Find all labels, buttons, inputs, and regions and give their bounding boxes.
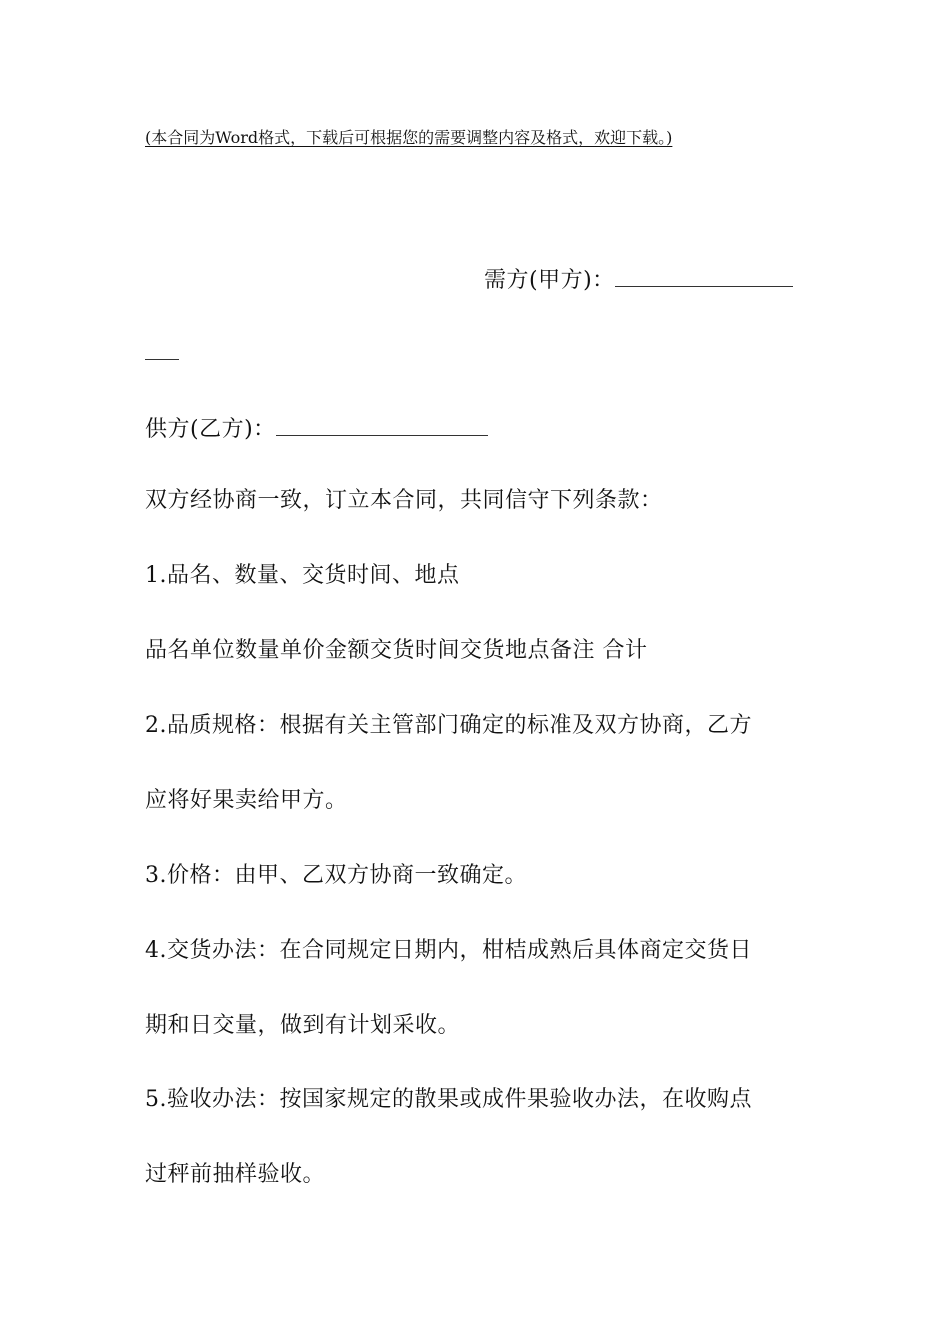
buyer-label: 需方(甲方)： (484, 268, 615, 293)
seller-field (145, 411, 488, 445)
seller-label: 供方(乙方)： (145, 417, 276, 442)
buyer-blank-line (615, 262, 793, 287)
clause-2-line-2: 应将好果卖给甲方。 (145, 788, 348, 813)
clause-1-table-header: 品名单位数量单价金额交货时间交货地点备注 合计 (145, 638, 648, 663)
buyer-blank-line-continuation (145, 359, 179, 360)
clause-5-line-1: 5.验收办法：按国家规定的散果或成件果验收办法，在收购点 (145, 1087, 752, 1112)
seller-blank-line (276, 411, 488, 436)
clause-5-line-2: 过秤前抽样验收。 (145, 1162, 326, 1187)
clause-3: 3.价格：由甲、乙双方协商一致确定。 (145, 863, 527, 888)
clause-2-line-1: 2.品质规格：根据有关主管部门确定的标准及双方协商，乙方 (145, 713, 752, 738)
clause-1-title: 1.品名、数量、交货时间、地点 (145, 563, 460, 588)
intro-text: 双方经协商一致，订立本合同，共同信守下列条款： (145, 488, 663, 513)
clause-4-line-1: 4.交货办法：在合同规定日期内，柑桔成熟后具体商定交货日 (145, 938, 752, 963)
buyer-field (484, 262, 793, 296)
download-notice: (本合同为Word格式，下载后可根据您的需要调整内容及格式，欢迎下载。) (145, 128, 673, 147)
clause-4-line-2: 期和日交量，做到有计划采收。 (145, 1013, 461, 1038)
